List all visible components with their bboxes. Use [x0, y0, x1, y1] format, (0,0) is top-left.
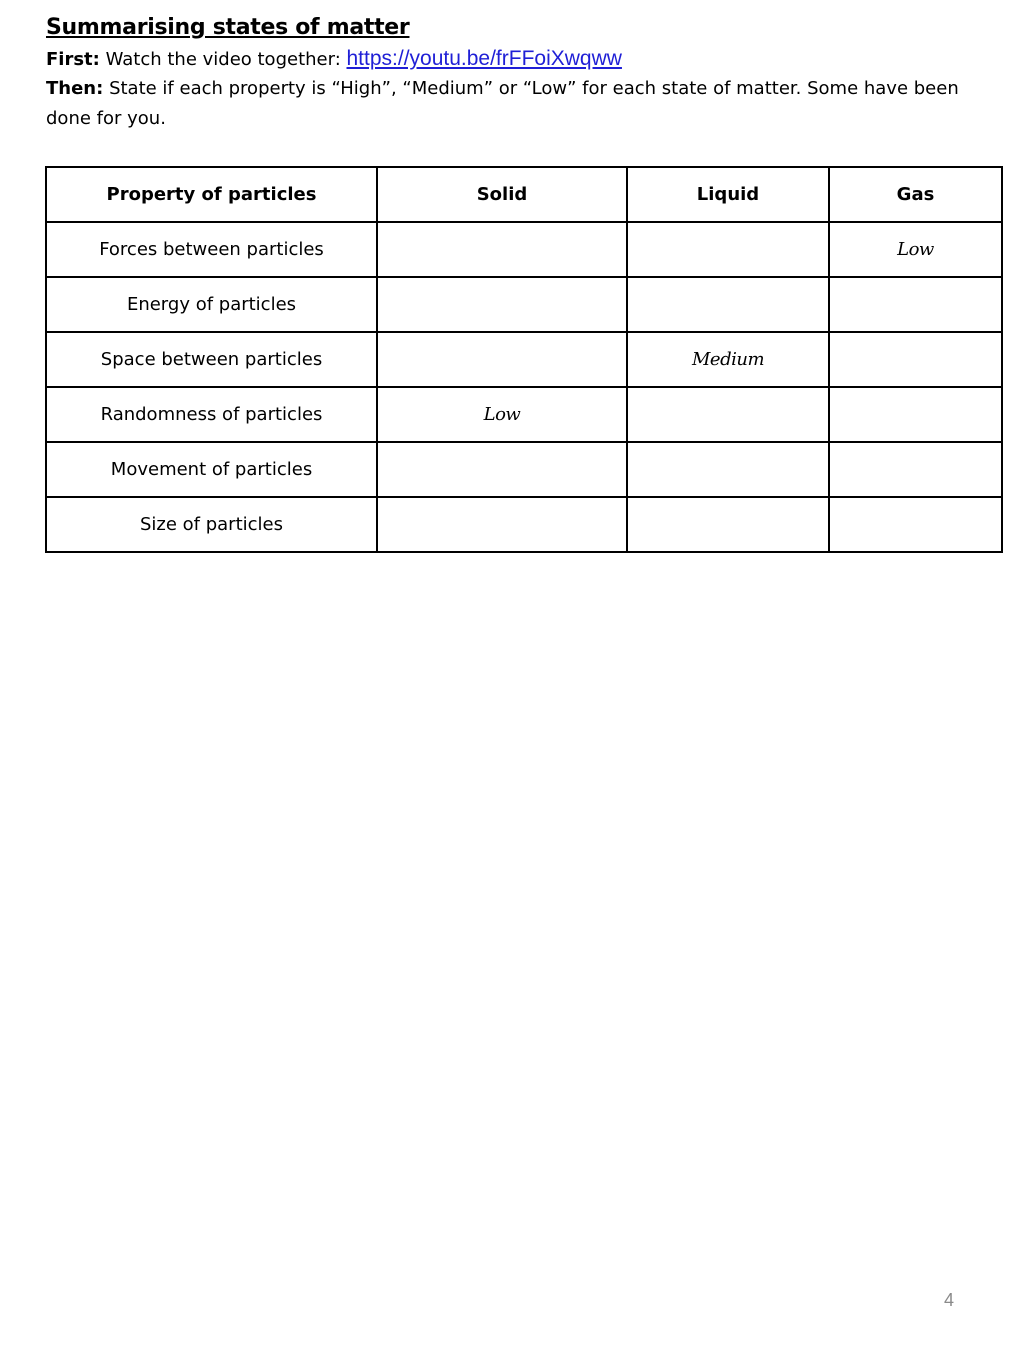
header-liquid: Liquid: [627, 167, 829, 222]
table-row: [46, 332, 1002, 387]
solid-answer-cell[interactable]: Low: [377, 387, 627, 442]
then-label: Then:: [46, 78, 104, 99]
liquid-answer-cell[interactable]: Medium: [627, 332, 829, 387]
header-solid: Solid: [377, 167, 627, 222]
table-header-row: [46, 167, 1002, 222]
gas-answer-cell[interactable]: [829, 497, 1002, 552]
solid-answer-cell[interactable]: [377, 222, 627, 277]
worksheet-header: [46, 12, 996, 134]
video-link[interactable]: https://youtu.be/frFFoiXwqww: [346, 47, 622, 70]
page-number: 4: [944, 1290, 955, 1310]
property-cell: Space between particles: [46, 332, 377, 387]
gas-answer-cell[interactable]: [829, 332, 1002, 387]
liquid-answer-cell[interactable]: [627, 387, 829, 442]
property-cell: Energy of particles: [46, 277, 377, 332]
table-row: [46, 442, 1002, 497]
property-cell: Size of particles: [46, 497, 377, 552]
first-text: Watch the video together:: [105, 49, 341, 70]
first-instruction: [46, 44, 996, 74]
liquid-answer-cell[interactable]: [627, 442, 829, 497]
header-gas: Gas: [829, 167, 1002, 222]
header-property: Property of particles: [46, 167, 377, 222]
table-row: [46, 497, 1002, 552]
solid-answer-cell[interactable]: [377, 497, 627, 552]
gas-answer-cell[interactable]: [829, 277, 1002, 332]
page-title: Summarising states of matter: [46, 15, 410, 40]
solid-answer-cell[interactable]: [377, 332, 627, 387]
states-of-matter-table: [45, 166, 1003, 553]
liquid-answer-cell[interactable]: [627, 222, 829, 277]
then-instruction: [46, 74, 996, 134]
property-cell: Randomness of particles: [46, 387, 377, 442]
property-cell: Movement of particles: [46, 442, 377, 497]
gas-answer-cell[interactable]: Low: [829, 222, 1002, 277]
gas-answer-cell[interactable]: [829, 442, 1002, 497]
gas-answer-cell[interactable]: [829, 387, 1002, 442]
table-row: [46, 387, 1002, 442]
then-text: State if each property is “High”, “Medium” or “Low” for each state of matter. Some have been done for you.: [46, 78, 959, 129]
property-cell: Forces between particles: [46, 222, 377, 277]
table-row: [46, 277, 1002, 332]
liquid-answer-cell[interactable]: [627, 497, 829, 552]
solid-answer-cell[interactable]: [377, 442, 627, 497]
first-label: First:: [46, 49, 100, 70]
table-row: [46, 222, 1002, 277]
solid-answer-cell[interactable]: [377, 277, 627, 332]
liquid-answer-cell[interactable]: [627, 277, 829, 332]
